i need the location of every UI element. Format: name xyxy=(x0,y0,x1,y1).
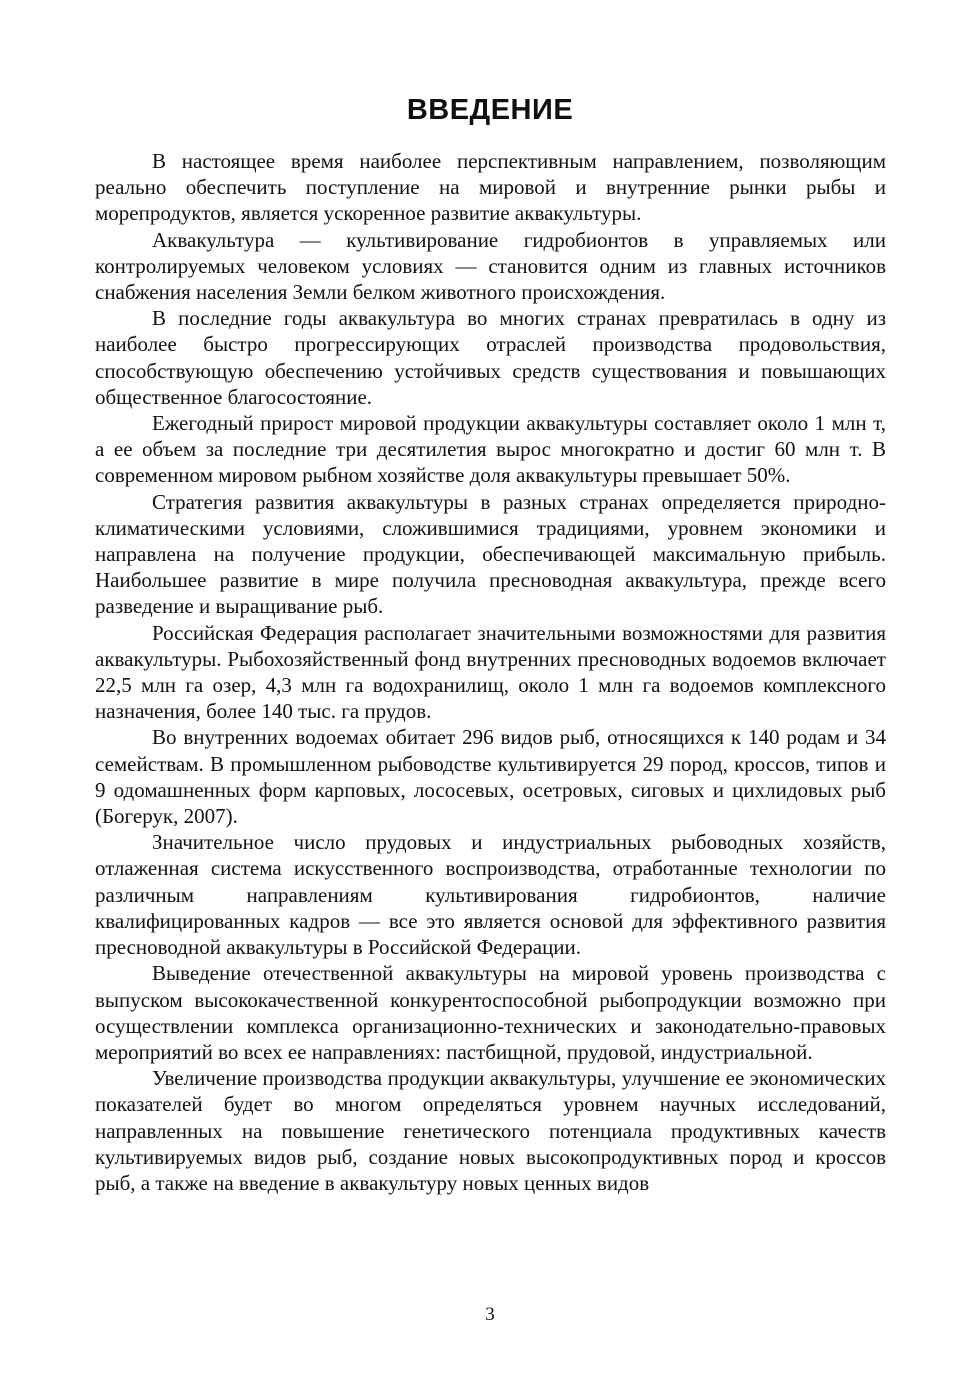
body-text xyxy=(95,148,886,1196)
paragraph: Российская Федерация располагает значительными возможностями для развития аквакультуры. Рыбохозяйственный фонд внутренних пресноводных водоемов включает 22,5 млн га озер, 4,3 млн га водохранилищ, около 1 млн га водоемов комплексного назначения, более 140 тыс. га прудов. xyxy=(95,620,886,724)
paragraph: Увеличение производства продукции аквакультуры, улучшение ее экономических показателей будет во многом определяться уровнем научных исследований, направленных на повышение генетического потенциала продуктивных качеств культивируемых видов рыб, создание новых высокопродуктивных пород и кроссов рыб, а также на введение в аквакультуру новых ценных видов xyxy=(95,1066,886,1195)
page-number: 3 xyxy=(485,1304,495,1325)
paragraph: Ежегодный прирост мировой продукции аквакультуры составляет около 1 млн т, а ее объем за последние три десятилетия вырос многократно и достиг 60 млн т. В современном мировом рыбном хозяйстве доля аквакультуры превышает 50%. xyxy=(95,411,886,488)
paragraph: В последние годы аквакультура во многих странах превратилась в одну из наиболее быстро прогрессирующих отраслей производства продовольствия, способствующую обеспечению устойчивых средств существования и повышающих общественное благосостояние. xyxy=(95,306,886,409)
paragraph: Стратегия развития аквакультуры в разных странах определяется природно-климатическими условиями, сложившимися традициями, уровнем экономики и направлена на получение продукции, обеспечивающей максимальную прибыль. Наибольшее развитие в мире получила пресноводная аквакультура, прежде всего разведение и выращивание рыб. xyxy=(95,489,886,619)
paragraph: В настоящее время наиболее перспективным направлением, позволяющим реально обеспечить поступление на мировой и внутренние рынки рыбы и морепродуктов, является ускоренное развитие аквакультуры. xyxy=(95,149,886,226)
paragraph: Выведение отечественной аквакультуры на мировой уровень производства с выпуском высококачественной конкурентоспособной рыбопродукции возможно при осуществлении комплекса организационно-технических и законодательно-правовых мероприятий во всех ее направлениях: пастбищной, прудовой, индустриальной. xyxy=(95,961,886,1064)
paragraph: Аквакультура — культивирование гидробионтов в управляемых или контролируемых человеком условиях — становится одним из главных источников снабжения населения Земли белком животного происхождения. xyxy=(95,227,886,305)
page-title: ВВЕДЕНИЕ xyxy=(406,94,574,126)
paragraph: Во внутренних водоемах обитает 296 видов рыб, относящихся к 140 родам и 34 семействам. В промышленном рыбоводстве культивируется 29 пород, кроссов, типов и 9 одомашненных форм карповых, лососевых, осетровых, сиговых и цихлидовых рыб (Богерук, 2007). xyxy=(95,725,886,829)
paragraph: Значительное число прудовых и индустриальных рыбоводных хозяйств, отлаженная система искусственного воспроизводства, отработанные технологии по различным направлениям культивирования гидробионтов, наличие квалифицированных кадров — все это является основой для эффективного развития пресноводной аквакультуры в Российской Федерации. xyxy=(95,830,886,960)
